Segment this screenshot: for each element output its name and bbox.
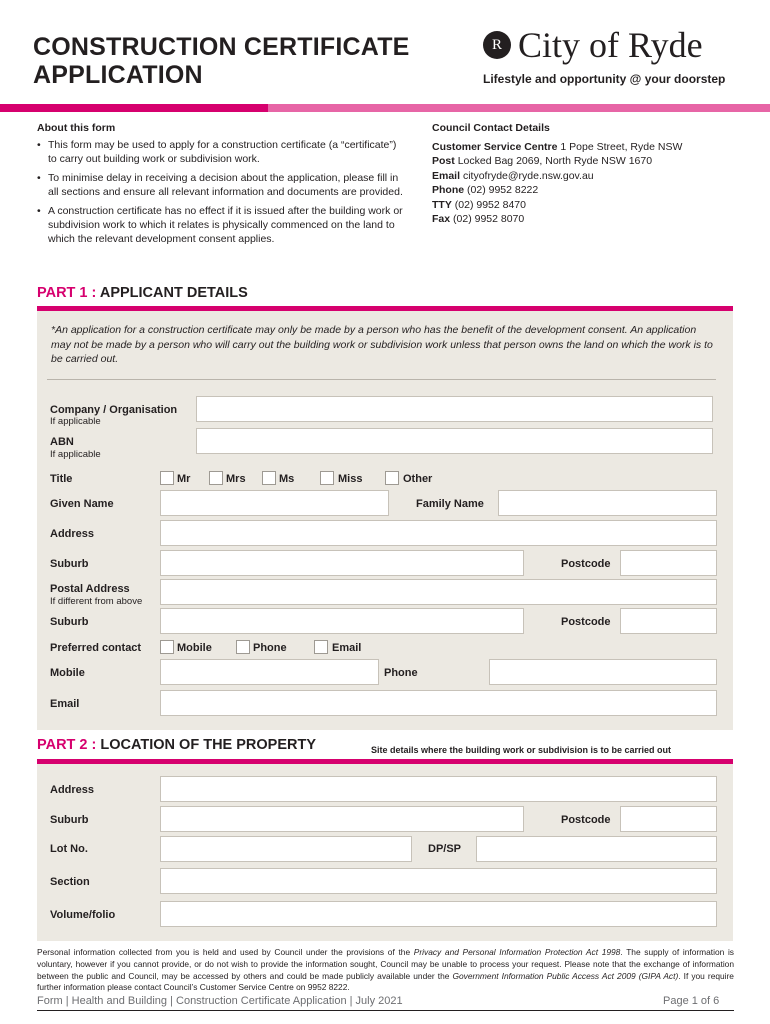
- part1-divider: [47, 379, 716, 380]
- email-label: Email: [50, 698, 80, 710]
- property-postcode-label: Postcode: [561, 814, 611, 826]
- part2-heading: PART 2 : LOCATION OF THE PROPERTY: [37, 737, 317, 753]
- email-input[interactable]: [160, 690, 717, 716]
- part1-heading: PART 1 : APPLICANT DETAILS: [37, 285, 248, 301]
- title-miss-checkbox[interactable]: [320, 471, 334, 485]
- title-mr-label: Mr: [177, 473, 191, 485]
- suburb-input[interactable]: [160, 550, 524, 576]
- part1-note: *An application for a construction certificate may only be made by a person who has the benefit of the development consent. An application may not be made by a person who will carry out the building work or subdivision work unless that person owns the land on which the work is to be carried out.: [51, 324, 713, 365]
- abn-label: ABN: [50, 436, 74, 448]
- tagline: Lifestyle and opportunity @ your doorstep: [483, 72, 726, 86]
- privacy-footnote: Personal information collected from you is held and used by Council under the provisions of the Privacy and Personal Information Protection Act 1998. The supply of information is voluntary, however if you cannot provide, or do not wish to provide the information sought, Council may be unable to process your request. Please note that the exchange of information between the public and Council, may be accessed by others and could be made publicly available under the Government Information Public Access Act 2009 (GIPA Act). If you require further information please contact Council’s Customer Service Centre on 9952 8222.: [37, 947, 734, 993]
- volume-label: Volume/folio: [50, 909, 116, 921]
- postal-address-input[interactable]: [160, 579, 717, 605]
- property-postcode-input[interactable]: [620, 806, 717, 832]
- part2-subtitle: Site details where the building work or subdivision is to be carried out: [371, 745, 672, 755]
- title-ms-checkbox[interactable]: [262, 471, 276, 485]
- abn-sub: If applicable: [50, 449, 101, 460]
- logo-text: City of Ryde: [518, 25, 703, 65]
- contact-tty: TTY (02) 9952 8470: [432, 198, 526, 211]
- contact-heading: Council Contact Details: [432, 122, 550, 134]
- pref-phone-label: Phone: [253, 642, 287, 654]
- address-label: Address: [50, 528, 95, 540]
- postcode2-label: Postcode: [561, 616, 611, 628]
- title-ms-label: Ms: [279, 473, 295, 485]
- title-label: Title: [50, 473, 73, 485]
- abn-input[interactable]: [196, 428, 713, 454]
- pref-email-checkbox[interactable]: [314, 640, 328, 654]
- footer-rule: [37, 1010, 734, 1011]
- suburb2-label: Suburb: [50, 616, 89, 628]
- footer-left: Form | Health and Building | Construction Certificate Application | July 2021: [37, 995, 403, 1007]
- section-label: Section: [50, 876, 90, 888]
- volume-input[interactable]: [160, 901, 717, 927]
- lot-label: Lot No.: [50, 843, 88, 855]
- dpsp-label: DP/SP: [428, 843, 462, 855]
- postal-address-label: Postal Address: [50, 583, 130, 595]
- postcode-input[interactable]: [620, 550, 717, 576]
- property-suburb-label: Suburb: [50, 814, 89, 826]
- dpsp-input[interactable]: [476, 836, 717, 862]
- contact-email: Email cityofryde@ryde.nsw.gov.au: [432, 169, 594, 182]
- contact-details: [432, 121, 752, 227]
- pref-mobile-label: Mobile: [177, 642, 212, 654]
- about-heading: About this form: [37, 122, 116, 134]
- contact-post: Post Locked Bag 2069, North Ryde NSW 1670: [432, 155, 653, 167]
- suburb2-input[interactable]: [160, 608, 524, 634]
- title-other-label: Other: [403, 473, 433, 485]
- postcode2-input[interactable]: [620, 608, 717, 634]
- contact-fax: Fax (02) 9952 8070: [432, 213, 525, 225]
- about-item: • This form may be used to apply for a construction certificate (a “certificate”) to carry out building work or subdivision work.: [37, 138, 405, 166]
- given-name-input[interactable]: [160, 490, 389, 516]
- preferred-contact-label: Preferred contact: [50, 642, 142, 654]
- pref-mobile-checkbox[interactable]: [160, 640, 174, 654]
- address-input[interactable]: [160, 520, 717, 546]
- footer-page-number: Page 1 of 6: [663, 995, 720, 1007]
- title-miss-label: Miss: [338, 473, 363, 485]
- pref-email-label: Email: [332, 642, 362, 654]
- section-input[interactable]: [160, 868, 717, 894]
- phone-input[interactable]: [489, 659, 717, 685]
- family-name-input[interactable]: [498, 490, 717, 516]
- form-title: [33, 33, 410, 89]
- lot-input[interactable]: [160, 836, 412, 862]
- postal-address-sub: If different from above: [50, 596, 143, 607]
- phone-label: Phone: [384, 667, 418, 679]
- about-item: • To minimise delay in receiving a decision about the application, please fill in all sections and ensure all relevant information and documents are provided.: [37, 171, 405, 199]
- mobile-label: Mobile: [50, 667, 85, 679]
- title-mrs-checkbox[interactable]: [209, 471, 223, 485]
- pref-phone-checkbox[interactable]: [236, 640, 250, 654]
- family-name-label: Family Name: [416, 498, 484, 510]
- company-sub: If applicable: [50, 416, 101, 427]
- property-suburb-input[interactable]: [160, 806, 524, 832]
- title-line-2: APPLICATION: [33, 61, 203, 89]
- contact-centre: Customer Service Centre 1 Pope Street, Ryde NSW: [432, 140, 683, 153]
- about-item: • A construction certificate has no effect if it is issued after the building work or subdivision work to which it relates is physically commenced on the land to which the relevant development consent applies.: [37, 204, 405, 246]
- header-bar-dark: [0, 104, 268, 112]
- company-input[interactable]: [196, 396, 713, 422]
- title-mr-checkbox[interactable]: [160, 471, 174, 485]
- contact-phone: Phone (02) 9952 8222: [432, 184, 539, 196]
- property-address-label: Address: [50, 784, 95, 796]
- title-mrs-label: Mrs: [226, 473, 246, 485]
- given-name-label: Given Name: [50, 498, 114, 510]
- title-line-1: CONSTRUCTION CERTIFICATE: [33, 33, 410, 61]
- title-other-checkbox[interactable]: [385, 471, 399, 485]
- suburb-label: Suburb: [50, 558, 89, 570]
- about-list: [37, 138, 405, 251]
- company-label: Company / Organisation: [50, 404, 178, 416]
- header-bar-light: [268, 104, 770, 112]
- property-address-input[interactable]: [160, 776, 717, 802]
- mobile-input[interactable]: [160, 659, 379, 685]
- postcode-label: Postcode: [561, 558, 611, 570]
- logo-mark: R: [483, 31, 511, 59]
